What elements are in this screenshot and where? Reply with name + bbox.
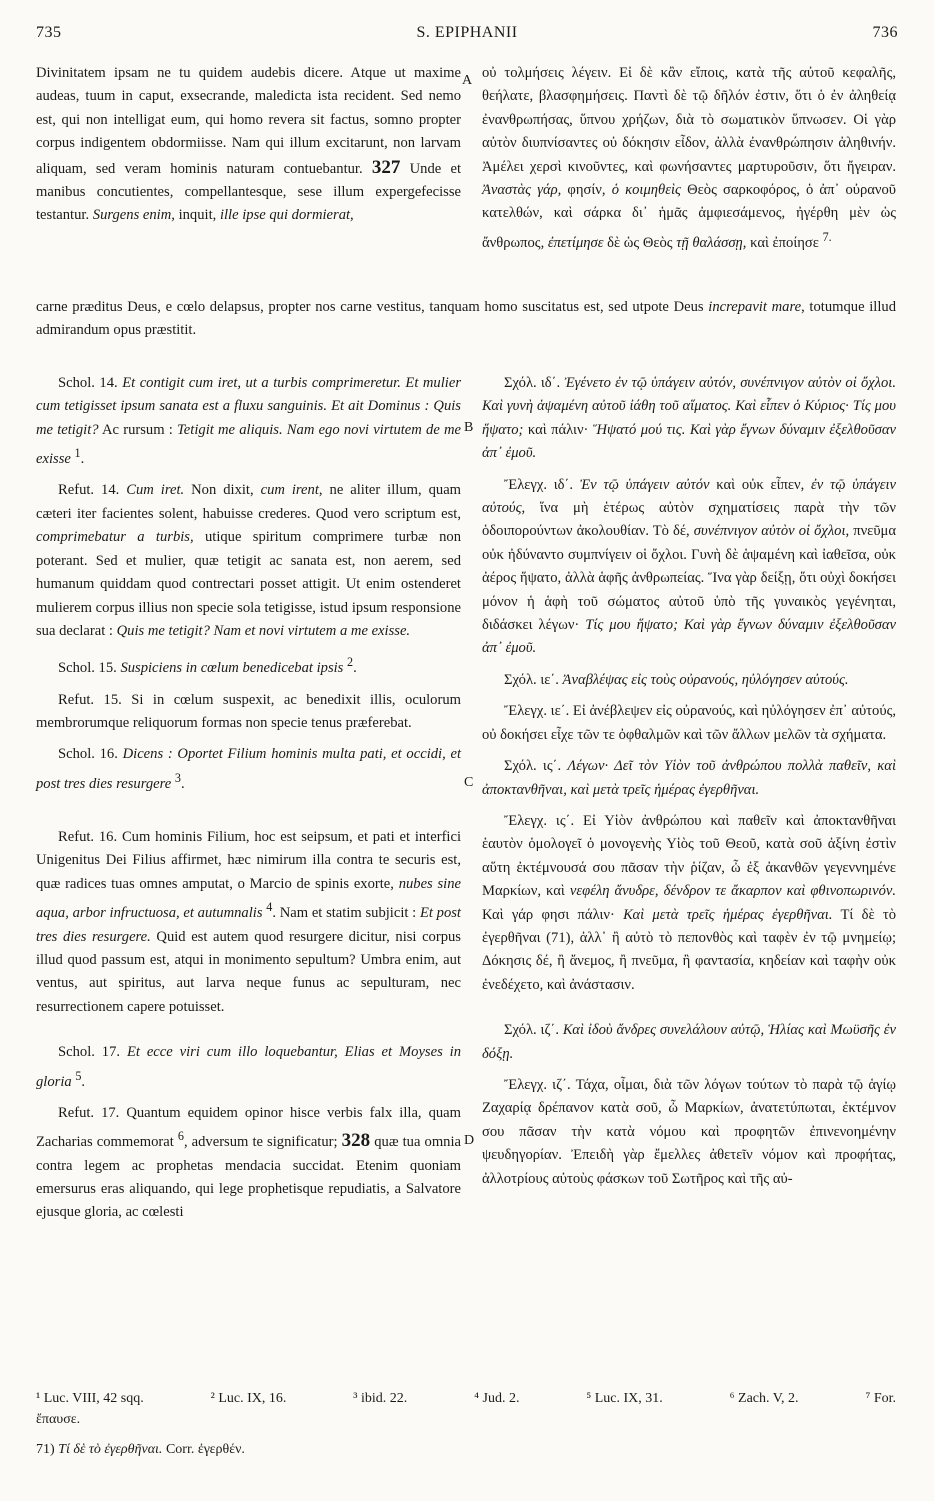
footnote-7-continuation: ἔπαυσε. — [36, 1412, 81, 1427]
refutation-text: Καὶ γάρ φησι πάλιν· — [482, 906, 615, 923]
refutation-text: quæ tua omnia contra legem ac prophetas mendacia succidat. Etenim quoniam emersurus eras aliquando, qui lege prophetisque repudiatis, a Salvatore ejusque gloria, ac cœlesti — [36, 1134, 462, 1221]
scholion-text: Ἐγένετο ἐν τῷ ὑπάγειν αὐτόν, συνέπνιγον αὐτὸν οἱ ὄχλοι. Καὶ γυνὴ ἁψαμένη αὐτοῦ ἰάθη τοῦ αἵματος. Καὶ εἶπεν ὁ Κύριος· Τίς μου ἥψατο; — [482, 375, 896, 438]
greek-de-hos-theos: δὲ ὡς Θεὸς — [607, 234, 673, 251]
scholion-label: Schol. 16. — [58, 746, 118, 763]
refutation-text: . Nam et statim subjicit : — [272, 905, 417, 922]
greek-column — [482, 372, 896, 1191]
greek-scholion-17 — [482, 1019, 896, 1066]
latin-quote-surgens: Surgens enim, — [92, 207, 175, 224]
footnote-1: ¹ Luc. VIII, 42 sqq. — [36, 1391, 144, 1406]
correction-reading: Corr. ἐγερθέν. — [165, 1442, 245, 1457]
greek-scholion-15 — [482, 669, 896, 692]
refutation-text: Εἰ ἀνέβλεψεν εἰς οὐρανούς, καὶ ηὐλόγησεν ἐπ᾽ αὐτούς, οὐ δοκήσει εἶχε τῶν τε ὀφθαλμῶν καὶ τῶν ἄλλων μελῶν τὰ σχήματα. — [482, 703, 896, 743]
latin-refutation-17 — [36, 1102, 461, 1225]
note-ref: 6 — [177, 1129, 184, 1144]
refutation-label: Ἔλεγχ. ιζ΄. — [504, 1076, 571, 1093]
latin-inquit: inquit, — [178, 207, 217, 224]
greek-phesin: φησίν, — [567, 182, 606, 199]
refutation-text: Non dixit, — [191, 482, 254, 499]
scholion-label: Σχόλ. ιζ΄. — [504, 1022, 560, 1039]
margin-letter-b: B — [464, 420, 474, 435]
margin-letter-a: A — [462, 73, 473, 88]
scholion-text-2: Tetigit me aliquis. Nam ego novi virtutem de me exisse — [36, 421, 462, 468]
note-ref: 3 — [174, 770, 181, 785]
refutation-quote: συνέπνιγον αὐτὸν οἱ ὄχλοι, — [693, 523, 850, 540]
scholion-label: Schol. 14. — [58, 375, 118, 391]
refutation-quote: Τίς μου ἥψατο; Καὶ γὰρ ἔγνων δύναμιν ἐξελθοῦσαν ἀπ᾽ ἐμοῦ. — [482, 617, 896, 657]
scholion-end: . — [180, 775, 185, 792]
scholion-text: Ἀναβλέψας εἰς τοὺς οὐρανούς, ηὐλόγησεν αὐτούς. — [562, 671, 849, 688]
scholion-mid: καὶ πάλιν· — [527, 421, 589, 438]
greek-scholion-16 — [482, 755, 896, 802]
refutation-quote: Quis me tetigit? Nam et novi virtutem a me exisse. — [116, 622, 411, 639]
scholion-text: Λέγων· Δεῖ τὸν Υἱὸν τοῦ ἀνθρώπου πολλὰ παθεῖν, καὶ ἀποκτανθῆναι, καὶ μετὰ τρεῖς ἡμέρας ἐγερθῆναι. — [482, 758, 896, 798]
greek-quote-anastas: Ἀναστὰς γάρ, — [482, 182, 562, 199]
correction-number: 71) — [36, 1442, 55, 1457]
greek-quote-koimetheis: ὁ κοιμηθεὶς — [611, 182, 681, 199]
margin-letter-c: C — [464, 775, 474, 790]
editorial-correction — [36, 1442, 245, 1458]
refutation-quote: Καὶ μετὰ τρεῖς ἡμέρας ἐγερθῆναι. — [623, 906, 833, 923]
column-number-328: 328 — [341, 1130, 371, 1152]
scholion-label: Schol. 15. — [58, 660, 117, 677]
scholion-text: Suspiciens in cœlum benedicebat ipsis — [120, 660, 344, 677]
correction-text: Τί δὲ τὸ ἐγερθῆναι. — [58, 1442, 163, 1457]
refutation-text: ne aliter illum, quam cæteri iter facientes solent, habuisse crederes. Quod vero scriptum est, — [36, 482, 462, 522]
running-header — [36, 24, 898, 48]
refutation-quote: Ἐν τῷ ὑπάγειν αὐτόν — [579, 476, 710, 493]
latin-opening-text-3: carne præditus Deus, e cœlo delapsus, propter nos carne vestitus, tanquam homo suscitatus est, sed utpote Deus — [36, 299, 704, 315]
running-title: S. EPIPHANII — [416, 24, 518, 41]
scholion-text: Dicens : Oportet Filium hominis multa pati, et occidi, et post tres dies resurgere — [36, 746, 461, 792]
note-ref: 5 — [75, 1068, 82, 1083]
refutation-quote: comprimebatur a turbis, — [36, 529, 194, 546]
refutation-label: Ἔλεγχ. ιδ΄. — [504, 476, 574, 493]
footnote-2: ² Luc. IX, 16. — [210, 1391, 287, 1406]
note-ref: 4 — [266, 900, 273, 915]
refutation-text: Εἰ Υἱὸν ἀνθρώπου καὶ παθεῖν καὶ ἀποκτανθῆναι ἑαυτὸν ὁμολογεῖ ὁ μονογενὴς Υἱὸς τοῦ Θεοῦ, κατὰ σοῦ ἀξίνη ἐστὶν αὕτη ἐκτέμνουσά σου πᾶσαν τὴν ῥίζαν, ὦ ἐξ ἀκανθῶν γεγεννημένε Μαρκίων, καὶ — [482, 812, 896, 900]
scholion-label: Σχόλ. ις΄. — [504, 758, 562, 775]
refutation-quote: ἐν τῷ ὑπάγειν αὐτούς — [482, 476, 897, 517]
note-ref: 2 — [347, 655, 354, 670]
refutation-text: Τί δὲ τὸ ἐγερθῆναι (71), ἀλλ᾽ ἢ αὐτὸ τὸ πεπονθὸς καὶ ταφὲν ἐν τῷ μνημείῳ; Δόκησις δέ, ἢ ἄνεμος, ἢ πνεῦμα, ἢ φαντασία, κηδείαν καὶ ταφὴν οὐκ ἐνεδέχετο, καὶ ἀνάστασιν. — [482, 906, 896, 993]
latin-opening-text-2: Unde et manibus concutientes, compellantesque, sese illum expergefecisse testantur. — [36, 160, 462, 224]
scholion-label: Σχόλ. ιε΄. — [504, 671, 559, 688]
greek-opening-passage — [482, 62, 896, 255]
latin-opening-text: Divinitatem ipsam ne tu quidem audebis dicere. Atque ut maxime audeas, tuum in caput, exsecrande, maledicta ista recident. Sed nemo est, qui non intelligat eum, qui homo revera sit factus, somno propter corpus indigentem obdormiisse. Nam qui illum excitarunt, non larvam aliquam, sed veram hominis naturam contuebantur. — [36, 65, 461, 177]
latin-opening-text-4: , totumque illud admirandum opus præstitit. — [36, 299, 896, 339]
refutation-quote: cum irent, — [260, 482, 323, 499]
footnote-3: ³ ibid. 22. — [353, 1391, 408, 1406]
refutation-text: καὶ οὐκ εἶπεν, — [716, 476, 805, 493]
refutation-label: Refut. 16. — [58, 829, 118, 846]
refutation-quote: Et post tres dies resurgere. — [36, 905, 461, 945]
greek-kai-epoiese: καὶ ἐποίησε — [750, 234, 819, 251]
refutation-quote: nubes sine aqua, arbor infructuosa, et autumnalis — [36, 875, 461, 922]
refutation-text: utique spiritum comprimere turbæ non poterant. Sed et mulier, quæ tetigit ac sanata est, non aerem, sed humanum quiddam quod contrectari posset attigit. Ut enim ostenderet mulierem corpus illius non specie sola tetigisse, istud ipsum responsione sua declarat : — [36, 529, 462, 639]
scholion-label: Schol. 17. — [58, 1044, 121, 1061]
refutation-label: Ἔλεγχ. ις΄. — [504, 812, 575, 829]
latin-scholion-17 — [36, 1041, 461, 1094]
latin-opening-passage — [36, 62, 461, 228]
refutation-text: Quid est autem quod resurgere dicitur, nisi corpus illud quod passum est, atqui in monimento sepultum? Umbra enim, aut ventus, aut spiritus, aut larva neque funus ac sepulturam, nec resurrectionem capere potuisset. — [36, 928, 461, 1015]
scholion-label: Σχόλ. ιδ΄. — [504, 375, 561, 391]
refutation-text: , adversum te significatur; — [183, 1134, 338, 1151]
latin-column — [36, 372, 461, 1225]
scholion-end: . — [353, 660, 357, 677]
scholion-text: Καὶ ἰδοὺ ἄνδρες συνελάλουν αὐτῷ, Ἡλίας καὶ Μωϋσῆς ἐν δόξῃ. — [482, 1022, 896, 1062]
greek-refutation-14 — [482, 474, 896, 661]
refutation-text: Cum hominis Filium, hoc est seipsum, et pati et interfici Unigenitus Dei Filius affirmet, hæc nimirum illa contra te securis est, quæ radices tuas omnes amputat, o Marcio de spinis exorte, — [36, 829, 462, 892]
refutation-quote: νεφέλη ἄνυδρε, δένδρον τε ἄκαρπον καὶ φθινοπωρινόν. — [569, 883, 896, 900]
refutation-label: Ἔλεγχ. ιε΄. — [504, 703, 570, 720]
note-ref-7: 7. — [822, 229, 832, 244]
greek-quote-thalasse: τῇ θαλάσσῃ, — [676, 234, 747, 251]
scholion-end: . — [81, 1073, 86, 1090]
latin-scholion-16 — [36, 743, 461, 796]
footnotes — [36, 1388, 896, 1430]
refutation-text: Τάχα, οἶμαι, διὰ τῶν λόγων τούτων τὸ παρὰ τῷ ἁγίῳ Ζαχαρίᾳ δρέπανον κατὰ σοῦ, ὦ Μαρκίων, ἀνατετύπωται, ἐκτέμνον σου πᾶσαν τὴν κατὰ νόμου καὶ προφητῶν ἐπινενοημένην ψευδηγορίαν. Ἐπειδὴ γὰρ ἔμελλες ἀθετεῖν νόμον καὶ προφήτας, ἀλλοτρίους αὐτοὺς φάσκων τοῦ Σωτῆρος καὶ τῆς αὐ- — [482, 1076, 896, 1187]
greek-opening-text-2: Θεὸς σαρκοφόρος, ὁ ἀπ᾽ οὐρανοῦ κατελθών, καὶ σάρκα δι᾽ ἡμᾶς ἀμφιεσάμενος, ἠγέρθη μὲν ὡς ἄνθρωπος, — [482, 182, 897, 251]
footnote-6: ⁶ Zach. V, 2. — [729, 1391, 799, 1406]
latin-refutation-15 — [36, 689, 461, 736]
greek-quote-epetimese: ἐπετίμησε — [547, 234, 604, 251]
scholion-text: Et ecce viri cum illo loquebantur, Elias et Moyses in gloria — [36, 1044, 462, 1090]
page-number-left: 735 — [36, 24, 62, 41]
page-number-right: 736 — [872, 24, 898, 41]
latin-scholion-14 — [36, 372, 461, 471]
margin-letter-d: D — [464, 1133, 475, 1148]
refutation-quote: Cum iret. — [126, 482, 185, 499]
refutation-text: πνεῦμα οὐκ ἠδύναντο συμπνίγειν οἱ ὄχλοι. Γυνὴ δὲ ἁψαμένη καὶ ἰαθεῖσα, οὐκ ἀέρος ἥψατο, ἀλλὰ ἁφῆς ἀνθρωπείας. Ἵνα γὰρ δείξῃ, ὅτι οὐχὶ δοκήσει μόνον ἡ ἁφὴ τοῦ σώματος αὐτοῦ ὑπὸ τῆς γυναικὸς γεγένηται, διδάσκει λέγων· — [482, 523, 897, 634]
latin-scholion-15 — [36, 651, 461, 680]
footnote-7: ⁷ For. — [865, 1391, 896, 1406]
refutation-text: Quantum equidem opinor hisce verbis falx illa, quam Zacharias commemorat — [36, 1104, 461, 1151]
greek-opening-text: οὐ τολμήσεις λέγειν. Εἰ δὲ κἂν εἴποις, κατὰ τῆς αὐτοῦ κεφαλῆς, θεήλατε, βλασφημήσεις. Παντὶ δὲ τῷ δῆλόν ἐστιν, ὅτι ὁ ἐν ἀληθείᾳ ἐνανθρωπήσας, ὕπνου χρήζων, διὰ τὸ σωματικὸν ὕπνωσεν. Οἱ γὰρ αὐτὸν διυπνίσαντες οὐ δόκησιν εἶδον, ἀλλὰ ἐνανθρώπησιν ἀληθινήν. Ἀμέλει χερσὶ κινοῦντες, καὶ φωνήσαντες μαρτυροῦσιν, ὅτι ἤγειραν. — [482, 65, 896, 175]
latin-refutation-14 — [36, 479, 461, 643]
greek-refutation-17 — [482, 1074, 896, 1191]
column-number-327: 327 — [371, 156, 401, 178]
note-ref: 1 — [74, 446, 81, 461]
refutation-text: Si in cœlum suspexit, ac benedixit illis, oculorum membrorumque reliquorum formas non specie tenus præferebat. — [36, 691, 461, 731]
footnote-5: ⁵ Luc. IX, 31. — [586, 1391, 663, 1406]
footnote-4: ⁴ Jud. 2. — [474, 1391, 520, 1406]
scholion-end: . — [80, 451, 85, 468]
latin-opening-continuation — [36, 296, 896, 343]
scholion-mid: Ac rursum : — [101, 421, 173, 438]
refutation-label: Refut. 15. — [58, 691, 122, 708]
refutation-label: Refut. 17. — [58, 1104, 120, 1121]
latin-quote-increpavit: increpavit mare — [708, 299, 802, 315]
refutation-label: Refut. 14. — [58, 482, 120, 499]
greek-refutation-16 — [482, 810, 896, 997]
latin-refutation-16 — [36, 826, 461, 1019]
greek-scholion-14 — [482, 372, 896, 466]
scholion-text-2: Ἥψατό μού τις. Καὶ γὰρ ἔγνων δύναμιν ἐξελθοῦσαν ἀπ᾽ ἐμοῦ. — [482, 421, 896, 462]
refutation-text: , ἵνα μὴ ἑτέρως αὐτὸν σχηματίσεις παρὰ τὴν τῶν ὁδοιπορούντων ἀκολουθίαν. Τὸ δέ, — [482, 500, 896, 540]
scholion-text: Et contigit cum iret, ut a turbis comprimeretur. Et mulier cum tetigisset ipsum sanata est a fluxu sanguinis. Et ait Dominus : Quis me tetigit? — [36, 375, 461, 438]
greek-refutation-15 — [482, 700, 896, 747]
latin-quote-ille: ille ipse qui dormierat, — [219, 207, 354, 224]
